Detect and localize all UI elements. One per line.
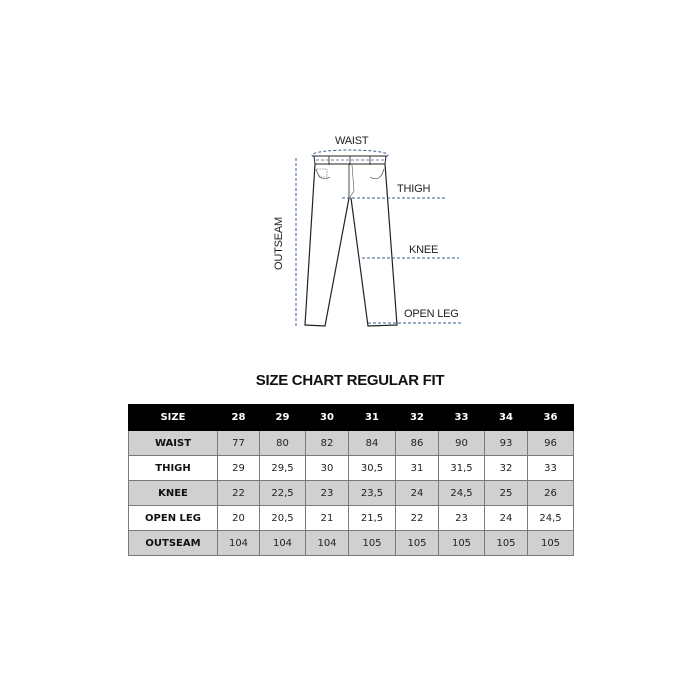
waist-label: WAIST: [335, 135, 369, 147]
table-cell: 21: [306, 506, 349, 531]
table-cell: 20,5: [260, 506, 306, 531]
knee-label: KNEE: [409, 244, 439, 256]
table-cell: 31,5: [439, 456, 485, 481]
size-chart-table: [128, 404, 574, 556]
table-cell: 25: [485, 481, 528, 506]
table-cell: 22: [396, 506, 439, 531]
table-row-thigh: [129, 456, 574, 481]
table-cell: 22,5: [260, 481, 306, 506]
header-size-cell: 33: [439, 405, 485, 431]
table-cell: 105: [396, 531, 439, 556]
header-size-cell: 31: [349, 405, 396, 431]
table-cell: 29: [218, 456, 260, 481]
table-cell: 90: [439, 431, 485, 456]
table-cell: 20: [218, 506, 260, 531]
thigh-label: THIGH: [397, 183, 431, 195]
table-cell: 22: [218, 481, 260, 506]
header-size-cell: 30: [306, 405, 349, 431]
table-cell: 24,5: [439, 481, 485, 506]
table-cell: 30,5: [349, 456, 396, 481]
row-label: KNEE: [129, 481, 218, 506]
table-cell: 86: [396, 431, 439, 456]
table-row-outseam: [129, 531, 574, 556]
row-label: OPEN LEG: [129, 506, 218, 531]
table-cell: 82: [306, 431, 349, 456]
table-cell: 93: [485, 431, 528, 456]
table-cell: 23: [306, 481, 349, 506]
header-size-cell: 29: [260, 405, 306, 431]
table-cell: 23: [439, 506, 485, 531]
table-cell: 33: [528, 456, 574, 481]
table-cell: 84: [349, 431, 396, 456]
table-cell: 105: [485, 531, 528, 556]
header-size-cell: 34: [485, 405, 528, 431]
table-cell: 96: [528, 431, 574, 456]
table-row-waist: [129, 431, 574, 456]
table-cell: 104: [218, 531, 260, 556]
row-label: THIGH: [129, 456, 218, 481]
table-cell: 24: [396, 481, 439, 506]
outseam-label: OUTSEAM: [273, 217, 285, 270]
table-cell: 105: [439, 531, 485, 556]
table-cell: 77: [218, 431, 260, 456]
table-cell: 24,5: [528, 506, 574, 531]
header-size-cell: 28: [218, 405, 260, 431]
table-cell: 26: [528, 481, 574, 506]
page-title: SIZE CHART REGULAR FIT: [255, 372, 445, 389]
table-cell: 80: [260, 431, 306, 456]
table-cell: 104: [306, 531, 349, 556]
header-size-cell: 36: [528, 405, 574, 431]
header-size-cell: 32: [396, 405, 439, 431]
table-header-row: [129, 405, 574, 431]
row-label: WAIST: [129, 431, 218, 456]
header-size-label: SIZE: [129, 405, 218, 431]
table-row-knee: [129, 481, 574, 506]
table-cell: 23,5: [349, 481, 396, 506]
row-label: OUTSEAM: [129, 531, 218, 556]
table-cell: 105: [349, 531, 396, 556]
table-cell: 104: [260, 531, 306, 556]
table-row-open-leg: [129, 506, 574, 531]
pants-measurement-diagram: [270, 125, 470, 340]
table-cell: 105: [528, 531, 574, 556]
table-cell: 31: [396, 456, 439, 481]
table-cell: 32: [485, 456, 528, 481]
table-cell: 29,5: [260, 456, 306, 481]
table-cell: 30: [306, 456, 349, 481]
open-leg-label: OPEN LEG: [404, 308, 459, 320]
table-cell: 21,5: [349, 506, 396, 531]
table-cell: 24: [485, 506, 528, 531]
